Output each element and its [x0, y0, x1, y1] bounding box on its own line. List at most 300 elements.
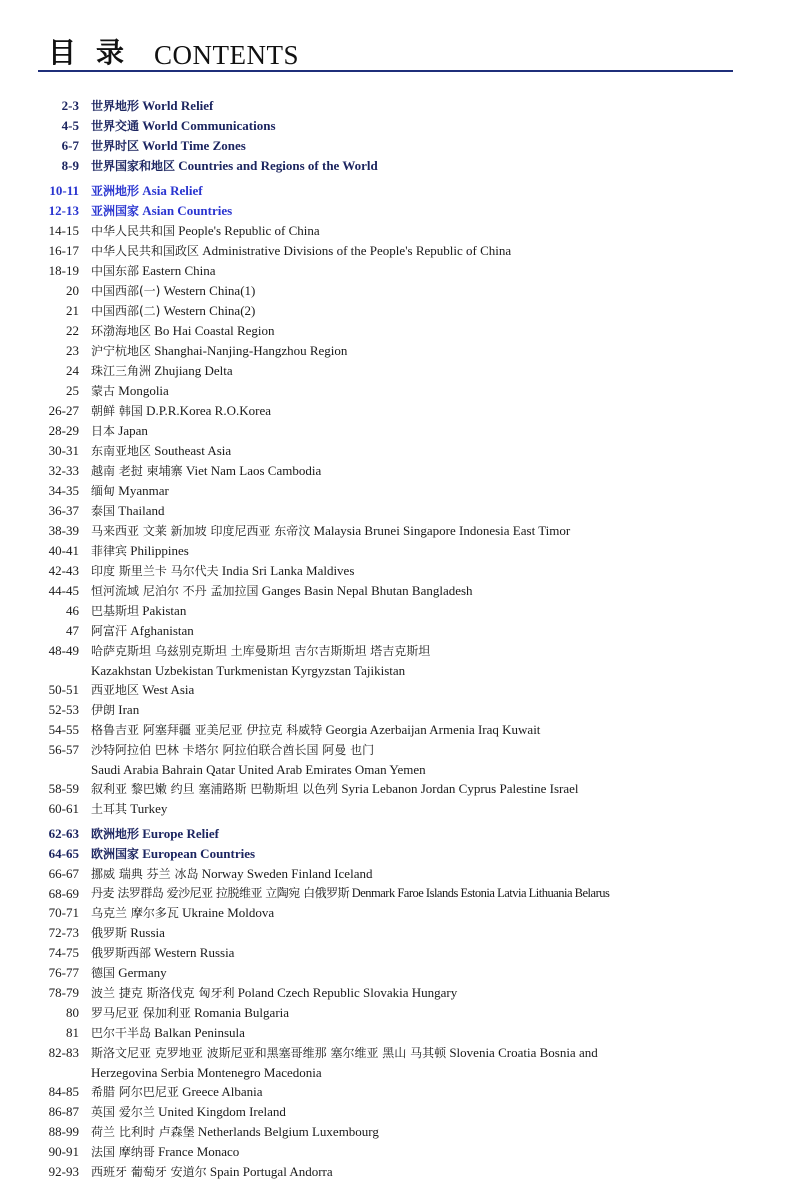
- toc-title-line: [91, 824, 716, 844]
- toc-entry[interactable]: [0, 923, 790, 943]
- toc-title-cn: 俄罗斯西部: [91, 946, 152, 960]
- toc-title: [91, 341, 716, 361]
- toc-entry[interactable]: [0, 1023, 790, 1043]
- toc-title-en: Japan: [118, 423, 148, 438]
- toc-title: [91, 241, 716, 261]
- toc-title-en: Shanghai-Nanjing-Hangzhou Region: [154, 343, 348, 358]
- toc-title-line: [91, 963, 716, 983]
- toc-title-cn: 中国西部(一): [91, 284, 161, 298]
- toc-entry[interactable]: [0, 1102, 790, 1122]
- toc-title: [91, 844, 716, 864]
- toc-title-cn: 西班牙 葡萄牙 安道尔: [91, 1165, 207, 1179]
- toc-page-number: 20: [66, 283, 79, 298]
- toc-entry[interactable]: [0, 621, 790, 641]
- toc-title: [91, 381, 716, 401]
- toc-title-cn: 蒙古: [91, 384, 116, 398]
- toc-entry[interactable]: [0, 116, 790, 136]
- toc-title-cn: 世界地形: [91, 99, 140, 113]
- toc-title-cn: 希腊 阿尔巴尼亚: [91, 1085, 179, 1099]
- toc-title-line: [91, 541, 716, 561]
- toc-entry[interactable]: [0, 341, 790, 361]
- toc-title: [91, 421, 716, 441]
- toc-entry[interactable]: [0, 281, 790, 301]
- toc-title-cn: 土耳其: [91, 802, 128, 816]
- toc-title-line: [91, 181, 716, 201]
- toc-title-en: Europe Relief: [142, 826, 219, 841]
- toc-title: [91, 321, 716, 341]
- toc-title: [91, 1003, 716, 1023]
- toc-title-line: [91, 581, 716, 601]
- toc-page-number: 76-77: [48, 965, 79, 980]
- toc-title-en: Germany: [118, 965, 167, 980]
- toc-title-cn: 罗马尼亚 保加利亚: [91, 1006, 191, 1020]
- toc-title-cn: 格鲁吉亚 阿塞拜疆 亚美尼亚 伊拉克 科威特: [91, 723, 323, 737]
- toc-entry[interactable]: [0, 720, 790, 740]
- toc-page-number: 60-61: [48, 801, 79, 816]
- toc-title-line: [91, 1082, 716, 1102]
- toc-title-en: Poland Czech Republic Slovakia Hungary: [237, 985, 458, 1000]
- toc-page-number: 28-29: [48, 423, 79, 438]
- toc-entry[interactable]: [0, 521, 790, 541]
- toc-title-line: [91, 401, 716, 421]
- toc-entry[interactable]: [0, 156, 790, 176]
- toc-page-number: 50-51: [48, 682, 79, 697]
- toc-entry[interactable]: [0, 824, 790, 844]
- toc-page-number: 23: [66, 343, 79, 358]
- toc-title-en: Iran: [118, 702, 140, 717]
- page-title-cn: 目录: [48, 36, 145, 69]
- toc-entry[interactable]: [0, 1142, 790, 1162]
- toc-title: [91, 96, 716, 116]
- toc-title: [91, 481, 716, 501]
- toc-title-en: Thailand: [118, 503, 165, 518]
- toc-entry[interactable]: [0, 799, 790, 819]
- toc-page-number: 70-71: [48, 905, 79, 920]
- toc-entry[interactable]: [0, 461, 790, 481]
- toc-page-number: 6-7: [61, 138, 79, 153]
- toc-title-line: [91, 96, 716, 116]
- toc-page-number: 10-11: [49, 183, 79, 198]
- toc-title-cn: 中华人民共和国: [91, 224, 176, 238]
- toc-title: [91, 983, 716, 1003]
- toc-title: [91, 903, 716, 923]
- toc-title-en: Malaysia Brunei Singapore Indonesia East Timor: [313, 523, 571, 538]
- toc-title-en: People's Republic of China: [178, 223, 320, 238]
- toc-page-number: 58-59: [48, 781, 79, 796]
- header-rule: [38, 70, 733, 72]
- toc-title-line: [91, 884, 716, 903]
- toc-title-en: Western China(2): [163, 303, 256, 318]
- toc-entry[interactable]: [0, 301, 790, 321]
- toc-title-en: D.P.R.Korea R.O.Korea: [146, 403, 271, 418]
- page-title-en: CONTENTS: [154, 40, 299, 70]
- toc-title: [91, 281, 716, 301]
- toc-entry[interactable]: [0, 501, 790, 521]
- toc-title-en-continued: Herzegovina Serbia Montenegro Macedonia: [91, 1065, 322, 1080]
- toc-page-number: 81: [66, 1025, 79, 1040]
- toc-entry[interactable]: [0, 561, 790, 581]
- toc-title-line: [91, 864, 716, 884]
- toc-title-line: [91, 943, 716, 963]
- toc-title: [91, 1142, 716, 1162]
- toc-page-number: 84-85: [48, 1084, 79, 1099]
- toc-title-line: [91, 136, 716, 156]
- toc-title-line: [91, 156, 716, 176]
- toc-title-line: [91, 1063, 716, 1082]
- toc-title-line: [91, 601, 716, 621]
- toc-title-line: [91, 740, 716, 760]
- toc-page-number: 38-39: [48, 523, 79, 538]
- toc-title-cn: 世界国家和地区: [91, 159, 176, 173]
- toc-title-line: [91, 1023, 716, 1043]
- toc-entry[interactable]: [0, 221, 790, 241]
- toc-entry[interactable]: [0, 421, 790, 441]
- toc-title-line: [91, 221, 716, 241]
- toc-title-en: Georgia Azerbaijan Armenia Iraq Kuwait: [325, 722, 541, 737]
- toc-title-cn: 日本: [91, 424, 116, 438]
- toc-title-cn: 法国 摩纳哥: [91, 1145, 155, 1159]
- toc-entry[interactable]: [0, 1162, 790, 1182]
- toc-title: [91, 441, 716, 461]
- toc-page-number: 62-63: [48, 826, 79, 841]
- toc-page-number: 18-19: [48, 263, 79, 278]
- toc-title-en: Administrative Divisions of the People's Republic of China: [202, 243, 512, 258]
- toc-title: [91, 181, 716, 201]
- toc-title-en: Western China(1): [163, 283, 256, 298]
- toc-entry[interactable]: [0, 884, 790, 903]
- toc-page-number: 86-87: [48, 1104, 79, 1119]
- toc-title-cn: 伊朗: [91, 703, 116, 717]
- toc-page-number: 14-15: [48, 223, 79, 238]
- toc-title-line: [91, 201, 716, 221]
- toc-title: [91, 680, 716, 700]
- toc-title-en: Philippines: [130, 543, 189, 558]
- toc-title-line: [91, 521, 716, 541]
- toc-entry[interactable]: [0, 441, 790, 461]
- toc-page-number: 32-33: [48, 463, 79, 478]
- toc-title-line: [91, 1162, 716, 1182]
- toc-title-en: World Communications: [142, 118, 276, 133]
- toc-title-cn: 沪宁杭地区: [91, 344, 152, 358]
- toc-page-number: 82-83: [48, 1045, 79, 1060]
- toc-entry[interactable]: [0, 581, 790, 601]
- toc-entry[interactable]: [0, 779, 790, 799]
- toc-title-en: Viet Nam Laos Cambodia: [185, 463, 322, 478]
- toc-title: [91, 541, 716, 561]
- toc-entry[interactable]: [0, 903, 790, 923]
- toc-page-number: 66-67: [48, 866, 79, 881]
- toc-page-number: 47: [66, 623, 79, 638]
- toc-title: [91, 136, 716, 156]
- toc-title-line: [91, 441, 716, 461]
- toc-entry[interactable]: [0, 401, 790, 421]
- toc-title-en: Myanmar: [118, 483, 169, 498]
- toc-title-en: Russia: [130, 925, 165, 940]
- toc-page-number: 64-65: [48, 846, 79, 861]
- toc-title-line: [91, 361, 716, 381]
- toc-title: [91, 641, 716, 680]
- toc-entry[interactable]: [0, 181, 790, 201]
- toc-title-cn: 泰国: [91, 504, 116, 518]
- toc-page-number: 26-27: [48, 403, 79, 418]
- toc-title: [91, 824, 716, 844]
- toc-title-cn: 中国西部(二): [91, 304, 161, 318]
- toc-title-en: Slovenia Croatia Bosnia and: [449, 1045, 598, 1060]
- toc-entry[interactable]: [0, 641, 790, 680]
- toc-title: [91, 401, 716, 421]
- toc-title-en: Spain Portugal Andorra: [209, 1164, 333, 1179]
- toc-title-line: [91, 700, 716, 720]
- toc-title: [91, 740, 716, 779]
- toc-title-en: Netherlands Belgium Luxembourg: [197, 1124, 379, 1139]
- toc-title-en: Zhujiang Delta: [154, 363, 233, 378]
- toc-title: [91, 461, 716, 481]
- toc-page-number: 16-17: [48, 243, 79, 258]
- toc-title-cn: 乌克兰 摩尔多瓦: [91, 906, 179, 920]
- toc-title-en: Afghanistan: [130, 623, 194, 638]
- toc-page-number: 36-37: [48, 503, 79, 518]
- toc-title-line: [91, 116, 716, 136]
- toc-title: [91, 581, 716, 601]
- toc-title: [91, 1023, 716, 1043]
- toc-title: [91, 301, 716, 321]
- toc-title: [91, 1043, 716, 1082]
- toc-page-number: 24: [66, 363, 79, 378]
- toc-title-cn: 亚洲地形: [91, 184, 140, 198]
- toc-title: [91, 963, 716, 983]
- toc-entry[interactable]: [0, 1003, 790, 1023]
- toc-title-cn: 世界时区: [91, 139, 140, 153]
- toc-title-line: [91, 903, 716, 923]
- toc-page-number: 42-43: [48, 563, 79, 578]
- toc-title-cn: 朝鲜 韩国: [91, 404, 143, 418]
- toc-page-number: 4-5: [61, 118, 79, 133]
- toc-title-line: [91, 481, 716, 501]
- toc-page-number: 21: [66, 303, 79, 318]
- toc-page-number: 54-55: [48, 722, 79, 737]
- toc-page-number: 72-73: [48, 925, 79, 940]
- toc-title: [91, 799, 716, 819]
- toc-page-number: 80: [66, 1005, 79, 1020]
- toc-title-en: Mongolia: [118, 383, 169, 398]
- toc-entry[interactable]: [0, 844, 790, 864]
- toc-title: [91, 521, 716, 541]
- toc-title: [91, 621, 716, 641]
- toc-title-cn: 印度 斯里兰卡 马尔代夫: [91, 564, 219, 578]
- toc-title: [91, 923, 716, 943]
- toc-title-cn: 波兰 捷克 斯洛伐克 匈牙利: [91, 986, 235, 1000]
- toc-title-line: [91, 983, 716, 1003]
- toc-title-en: Eastern China: [142, 263, 216, 278]
- toc-title-line: [91, 661, 716, 680]
- toc-title: [91, 561, 716, 581]
- toc-title-cn: 巴尔干半岛: [91, 1026, 152, 1040]
- toc-entry[interactable]: [0, 680, 790, 700]
- toc-title-en: Asia Relief: [142, 183, 203, 198]
- toc-title-cn: 英国 爱尔兰: [91, 1105, 155, 1119]
- toc-entry[interactable]: [0, 864, 790, 884]
- toc-entry[interactable]: [0, 983, 790, 1003]
- toc-title-cn: 西亚地区: [91, 683, 140, 697]
- toc-title-en: Bo Hai Coastal Region: [154, 323, 275, 338]
- toc-title-line: [91, 341, 716, 361]
- toc-title-cn: 挪威 瑞典 芬兰 冰岛: [91, 867, 199, 881]
- toc-title-en: United Kingdom Ireland: [158, 1104, 286, 1119]
- toc-title-cn: 哈萨克斯坦 乌兹别克斯坦 土库曼斯坦 吉尔吉斯斯坦 塔吉克斯坦: [91, 644, 431, 658]
- toc-title-cn: 斯洛文尼亚 克罗地亚 波斯尼亚和黑塞哥维那 塞尔维亚 黑山 马其顿: [91, 1046, 447, 1060]
- toc-title-cn: 荷兰 比利时 卢森堡: [91, 1125, 195, 1139]
- toc-title-cn: 丹麦 法罗群岛 爱沙尼亚 拉脱维亚 立陶宛 白俄罗斯: [91, 886, 350, 900]
- toc-section: [0, 96, 790, 176]
- toc-title-en: Greece Albania: [182, 1084, 263, 1099]
- toc-title-en: World Relief: [142, 98, 214, 113]
- toc-title-cn: 世界交通: [91, 119, 140, 133]
- toc-page-number: 30-31: [48, 443, 79, 458]
- toc-title-line: [91, 461, 716, 481]
- toc-title-cn: 叙利亚 黎巴嫩 约旦 塞浦路斯 巴勒斯坦 以色列: [91, 782, 339, 796]
- toc-entry[interactable]: [0, 136, 790, 156]
- toc-entry[interactable]: [0, 943, 790, 963]
- toc-title-en: Norway Sweden Finland Iceland: [201, 866, 373, 881]
- toc-title-line: [91, 641, 716, 661]
- toc-page-number: 40-41: [48, 543, 79, 558]
- toc-title: [91, 864, 716, 884]
- toc-entry[interactable]: [0, 96, 790, 116]
- toc-title-line: [91, 621, 716, 641]
- toc-title-en: Romania Bulgaria: [194, 1005, 290, 1020]
- toc-entry[interactable]: [0, 1082, 790, 1102]
- toc-title-cn: 缅甸: [91, 484, 116, 498]
- toc-title: [91, 884, 716, 903]
- toc-title-line: [91, 779, 716, 799]
- toc-title: [91, 601, 716, 621]
- toc-page-number: 68-69: [48, 886, 79, 901]
- toc-title-en: Countries and Regions of the World: [178, 158, 378, 173]
- toc-title: [91, 1122, 716, 1142]
- toc-page-number: 25: [66, 383, 79, 398]
- toc-page-number: 22: [66, 323, 79, 338]
- toc-title-line: [91, 261, 716, 281]
- toc-title-en: Asian Countries: [142, 203, 233, 218]
- toc-title: [91, 943, 716, 963]
- toc-page-number: 34-35: [48, 483, 79, 498]
- toc-entry[interactable]: [0, 261, 790, 281]
- toc-title: [91, 116, 716, 136]
- toc-page-number: 48-49: [48, 643, 79, 658]
- toc-title: [91, 720, 716, 740]
- toc-entry[interactable]: [0, 201, 790, 221]
- toc-title: [91, 361, 716, 381]
- toc-page-number: 12-13: [48, 203, 79, 218]
- toc-page-number: 44-45: [48, 583, 79, 598]
- toc-title-en: West Asia: [142, 682, 195, 697]
- toc-title-cn: 中华人民共和国政区: [91, 244, 200, 258]
- toc-title-line: [91, 241, 716, 261]
- toc-title-line: [91, 501, 716, 521]
- toc-title-cn: 中国东部: [91, 264, 140, 278]
- toc-entry[interactable]: [0, 321, 790, 341]
- toc-entry[interactable]: [0, 1122, 790, 1142]
- toc-entry[interactable]: [0, 481, 790, 501]
- toc-title: [91, 261, 716, 281]
- toc-title: [91, 1082, 716, 1102]
- toc-title-cn: 东南亚地区: [91, 444, 152, 458]
- toc-title: [91, 156, 716, 176]
- toc-title-en: World Time Zones: [142, 138, 246, 153]
- toc-title-en: Pakistan: [142, 603, 187, 618]
- toc-title-line: [91, 421, 716, 441]
- toc-entry[interactable]: [0, 963, 790, 983]
- table-of-contents: [0, 96, 790, 1182]
- toc-entry[interactable]: [0, 361, 790, 381]
- toc-title-cn: 德国: [91, 966, 116, 980]
- toc-title-cn: 环渤海地区: [91, 324, 152, 338]
- toc-title-line: [91, 680, 716, 700]
- toc-title-cn: 亚洲国家: [91, 204, 140, 218]
- toc-title-line: [91, 1122, 716, 1142]
- toc-title: [91, 700, 716, 720]
- toc-title-en: Southeast Asia: [154, 443, 232, 458]
- toc-title-cn: 沙特阿拉伯 巴林 卡塔尔 阿拉伯联合酋长国 阿曼 也门: [91, 743, 375, 757]
- toc-title-line: [91, 381, 716, 401]
- toc-title-cn: 巴基斯坦: [91, 604, 140, 618]
- toc-title-line: [91, 760, 716, 779]
- toc-title-en: Western Russia: [154, 945, 235, 960]
- toc-title-line: [91, 844, 716, 864]
- toc-title-en: France Monaco: [158, 1144, 240, 1159]
- toc-title-line: [91, 720, 716, 740]
- toc-title-line: [91, 799, 716, 819]
- toc-entry[interactable]: [0, 740, 790, 779]
- toc-entry[interactable]: [0, 381, 790, 401]
- toc-title-line: [91, 561, 716, 581]
- toc-title-line: [91, 1142, 716, 1162]
- toc-title-line: [91, 923, 716, 943]
- toc-page-number: 74-75: [48, 945, 79, 960]
- toc-title: [91, 1102, 716, 1122]
- toc-entry[interactable]: [0, 1043, 790, 1082]
- toc-entry[interactable]: [0, 700, 790, 720]
- toc-title-en: European Countries: [142, 846, 256, 861]
- toc-page-number: 8-9: [61, 158, 79, 173]
- toc-entry[interactable]: [0, 241, 790, 261]
- toc-title-cn: 欧洲国家: [91, 847, 140, 861]
- toc-title-line: [91, 301, 716, 321]
- toc-title: [91, 501, 716, 521]
- toc-page-number: 56-57: [48, 742, 79, 757]
- toc-title: [91, 779, 716, 799]
- toc-title: [91, 1162, 716, 1182]
- toc-title-line: [91, 281, 716, 301]
- toc-title-cn: 恒河流域 尼泊尔 不丹 孟加拉国: [91, 584, 259, 598]
- toc-title: [91, 201, 716, 221]
- toc-entry[interactable]: [0, 541, 790, 561]
- toc-title-line: [91, 1102, 716, 1122]
- toc-title-cn: 珠江三角洲: [91, 364, 152, 378]
- toc-title-cn: 越南 老挝 柬埔寨: [91, 464, 183, 478]
- toc-title-en: Turkey: [130, 801, 168, 816]
- toc-page-number: 78-79: [48, 985, 79, 1000]
- toc-title-cn: 马来西亚 文莱 新加坡 印度尼西亚 东帝汶: [91, 524, 311, 538]
- toc-page-number: 90-91: [48, 1144, 79, 1159]
- toc-entry[interactable]: [0, 601, 790, 621]
- toc-section: [0, 181, 790, 819]
- toc-title-en: Ganges Basin Nepal Bhutan Bangladesh: [261, 583, 473, 598]
- toc-title-en: Ukraine Moldova: [182, 905, 275, 920]
- toc-title-en: Kazakhstan Uzbekistan Turkmenistan Kyrgyzstan Tajikistan: [91, 663, 406, 678]
- toc-page-number: 52-53: [48, 702, 79, 717]
- toc-title-en: Syria Lebanon Jordan Cyprus Palestine Israel: [341, 781, 579, 796]
